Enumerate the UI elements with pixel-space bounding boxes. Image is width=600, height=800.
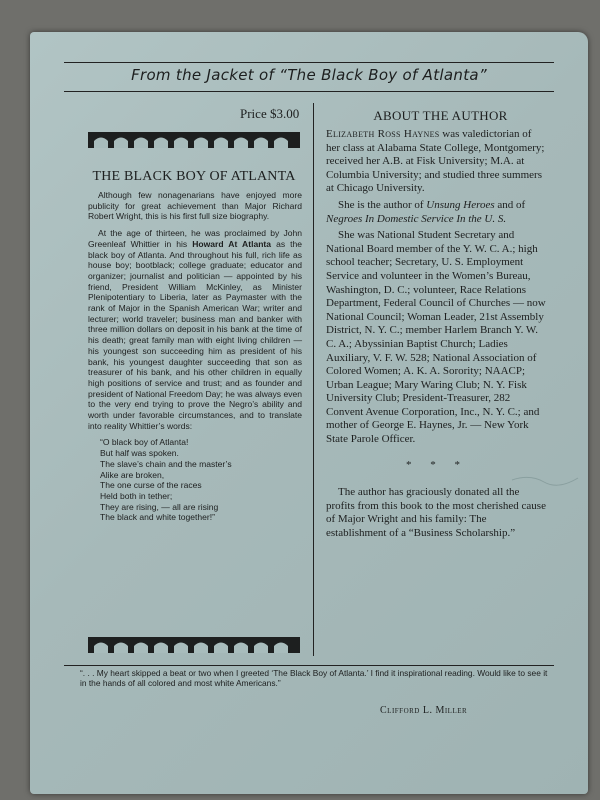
para2-rest: as the black boy of Atlanta. And throughout his full, rich life as house boy; bootblack; college graduate; educator and organizer; journalist and politician — appointed by his friend, President William McKinley, as Minister Plenipotentiary to Liberia, later as Paymaster with the rank of Major in the Spanish American War; writer and lecturer; world traveler; business man and banker with three million dollars on deposit in his bank at the time of his death; great family man with eight living children — his youngest son succeeding him as president of his bank, his youngest daughter succeeding that son as treasurer of his bank, and his other children in equally high positions of service and trust; and as founder and president of National Freedom Day; he was always even to the very end trying to prove the Negro’s ability and worth under favorable circumstances, and to translate into reality Whittier’s words:: [88, 238, 303, 431]
author-paragraph-4: The author has graciously donated all the profits from this book to the most cherished cause of Major Wright and his family: The establishment of a “Business Scholarship.”: [326, 486, 546, 540]
column-divider: [313, 103, 314, 656]
whittier-poem-title: Howard At Atlanta: [192, 238, 272, 249]
paper-crease-mark: [510, 460, 580, 500]
price-label: Price $3.00: [240, 106, 300, 121]
poem-line: “O black boy of Atlanta!: [100, 437, 189, 448]
book-description: [88, 190, 302, 523]
author-books-joiner: and of: [497, 198, 526, 211]
about-author-heading: ABOUT THE AUTHOR: [373, 108, 508, 123]
header-rule-top: [64, 62, 554, 63]
book-title-unsung-heroes: Unsung Heroes: [426, 198, 495, 211]
book-title-negroes-domestic-service: Negroes In Domestic Service In the U. S.: [326, 212, 507, 225]
poem-line: Held both in tether;: [100, 490, 173, 501]
book-title-heading: THE BLACK BOY OF ATLANTA: [92, 169, 296, 184]
whittier-poem: [100, 437, 302, 523]
section-separator: * * *: [406, 458, 468, 471]
page-title: From the Jacket of “The Black Boy of Atlanta”: [131, 66, 487, 84]
description-paragraph-2: [88, 228, 302, 431]
poem-line: The black and white together!”: [100, 512, 215, 523]
author-books-intro: She is the author of: [338, 198, 424, 211]
author-name: Elizabeth Ross Haynes: [326, 128, 440, 140]
decorative-frieze-top: [88, 132, 300, 148]
footer-rule: [64, 665, 554, 666]
decorative-frieze-bottom: [88, 637, 300, 653]
description-paragraph-1: Although few nonagenarians have enjoyed more publicity for great achievement than Major Richard Robert Wright, this is his first full size biography.: [88, 190, 302, 222]
author-paragraph-3: She was National Student Secretary and National Board member of the Y. W. C. A.; high school teacher; Secretary, U. S. Employment Service and volunteer in the Women’s Bureau, Washington, D. C.; volunteer, Race Relations Department, Federal Council of Churches — now National Council; Woman Leader, 21st Assembly District, N. Y. C.; member Harlem Branch Y. W. C. A.; Abyssinian Baptist Church; Ladies Auxiliary, V. F. W. 528; National Association of Colored Women; A. K. A. Sorority; NAACP; Urban League; Mary Waring Club; N. Y. Fisk University Club; President-Treasurer, 282 Convent Avenue Corporation, Inc., N. Y. C.; and mother of George E. Haynes, Jr. — New York State Parole Officer.: [326, 229, 546, 446]
testimonial-author: Clifford L. Miller: [380, 705, 468, 716]
poem-line: The one curse of the races: [100, 480, 202, 491]
poem-line: The slave’s chain and the master’s: [100, 458, 232, 469]
author-paragraph-1: [326, 128, 548, 196]
poem-line: Alike are broken,: [100, 469, 165, 480]
header-rule-bottom: [64, 91, 554, 92]
author-paragraph-2: [326, 199, 548, 226]
poem-line: But half was spoken.: [100, 448, 179, 459]
poem-line: They are rising, — all are rising: [100, 501, 219, 512]
para2-start: At the age of thirteen, he was proclaimed by John Greenleaf Whittier in his: [88, 228, 302, 249]
author-education: was valedictorian of her class at Alabama State College, Montgomery; received her A.B. at Fisk University; M.A. at Columbia University; and studied three summers at Chicago University.: [326, 128, 545, 195]
testimonial-quote: “. . . My heart skipped a beat or two when I greeted ‘The Black Boy of Atlanta.’ I find it inspirational reading. Would like to see it in the hands of all colored and most white Americans.”: [80, 668, 548, 689]
